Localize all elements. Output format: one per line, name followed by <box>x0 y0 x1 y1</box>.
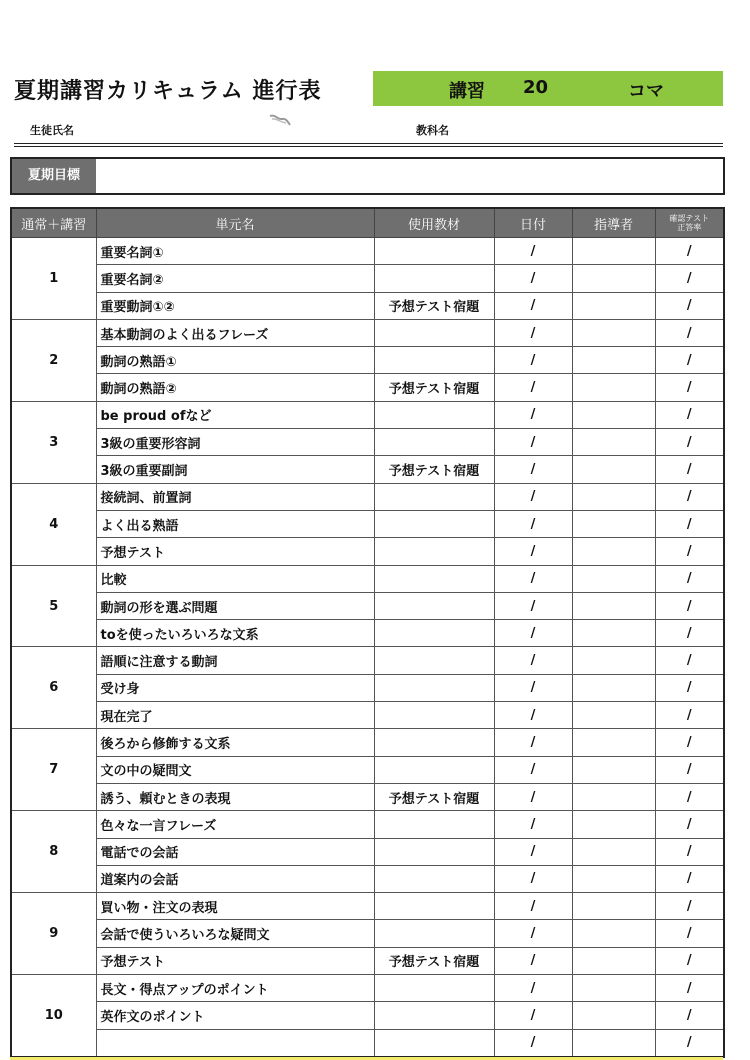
material-cell[interactable] <box>374 702 494 729</box>
pencil-mark-icon <box>268 112 292 128</box>
table-row <box>11 1029 724 1057</box>
material-cell[interactable] <box>374 565 494 592</box>
date-cell[interactable]: / <box>494 265 572 292</box>
check-rate-cell[interactable]: / <box>655 783 724 810</box>
date-cell[interactable]: / <box>494 429 572 456</box>
material-cell[interactable]: 予想テスト宿題 <box>374 783 494 810</box>
unit-name: 受け身 <box>96 674 374 701</box>
material-cell[interactable] <box>374 510 494 537</box>
col-header-check <box>655 208 724 238</box>
date-cell[interactable]: / <box>494 1029 572 1057</box>
check-rate-cell[interactable]: / <box>655 592 724 619</box>
date-cell[interactable]: / <box>494 647 572 674</box>
material-cell[interactable] <box>374 729 494 756</box>
koma-label: コマ <box>628 81 664 102</box>
date-cell[interactable]: / <box>494 292 572 319</box>
col-header-material: 使用教材 <box>374 208 494 238</box>
material-cell[interactable]: 予想テスト宿題 <box>374 947 494 974</box>
instructor-cell[interactable] <box>572 292 655 319</box>
material-cell[interactable] <box>374 811 494 838</box>
unit-name: 英作文のポイント <box>96 1002 374 1029</box>
check-rate-cell[interactable]: / <box>655 1029 724 1057</box>
date-cell[interactable]: / <box>494 756 572 783</box>
date-cell[interactable]: / <box>494 729 572 756</box>
check-rate-cell[interactable]: / <box>655 456 724 483</box>
table-row <box>11 483 724 510</box>
instructor-cell[interactable] <box>572 674 655 701</box>
table-row <box>11 811 724 838</box>
instructor-cell[interactable] <box>572 374 655 401</box>
check-rate-cell[interactable]: / <box>655 238 724 265</box>
check-rate-cell[interactable]: / <box>655 401 724 428</box>
material-cell[interactable] <box>374 756 494 783</box>
unit-name: 現在完了 <box>96 702 374 729</box>
unit-name: 後ろから修飾する文系 <box>96 729 374 756</box>
date-cell[interactable]: / <box>494 319 572 346</box>
date-cell[interactable]: / <box>494 893 572 920</box>
date-cell[interactable]: / <box>494 374 572 401</box>
check-rate-cell[interactable]: / <box>655 374 724 401</box>
instructor-cell[interactable] <box>572 510 655 537</box>
material-cell[interactable] <box>374 429 494 456</box>
koshu-label: 講習 <box>449 81 485 102</box>
unit-name: 3級の重要形容詞 <box>96 429 374 456</box>
material-cell[interactable] <box>374 319 494 346</box>
instructor-cell[interactable] <box>572 347 655 374</box>
material-cell[interactable] <box>374 238 494 265</box>
unit-name: 予想テスト <box>96 947 374 974</box>
instructor-cell[interactable] <box>572 838 655 865</box>
instructor-cell[interactable] <box>572 1002 655 1029</box>
check-rate-cell[interactable]: / <box>655 292 724 319</box>
check-rate-cell[interactable]: / <box>655 647 724 674</box>
date-cell[interactable]: / <box>494 811 572 838</box>
instructor-cell[interactable] <box>572 429 655 456</box>
table-row <box>11 647 724 674</box>
unit-name: 重要動詞①② <box>96 292 374 319</box>
check-rate-cell[interactable]: / <box>655 347 724 374</box>
material-cell[interactable] <box>374 647 494 674</box>
unit-name: 電話での会話 <box>96 838 374 865</box>
table-row <box>11 893 724 920</box>
table-row <box>11 702 724 729</box>
date-cell[interactable]: / <box>494 947 572 974</box>
instructor-cell[interactable] <box>572 975 655 1002</box>
table-row <box>11 565 724 592</box>
check-rate-cell[interactable]: / <box>655 893 724 920</box>
col-header-check-line2: 正答率 <box>677 223 702 232</box>
unit-name: 重要名詞① <box>96 238 374 265</box>
table-row <box>11 347 724 374</box>
material-cell[interactable] <box>374 620 494 647</box>
divider <box>14 143 723 144</box>
date-cell[interactable]: / <box>494 347 572 374</box>
check-rate-cell[interactable]: / <box>655 319 724 346</box>
session-number: 5 <box>11 565 96 647</box>
material-cell[interactable] <box>374 265 494 292</box>
table-row <box>11 319 724 346</box>
session-number: 9 <box>11 893 96 975</box>
col-header-unit: 単元名 <box>96 208 374 238</box>
table-row <box>11 538 724 565</box>
instructor-cell[interactable] <box>572 811 655 838</box>
check-rate-cell[interactable]: / <box>655 483 724 510</box>
instructor-cell[interactable] <box>572 783 655 810</box>
session-number: 6 <box>11 647 96 729</box>
table-row <box>11 865 724 892</box>
check-rate-cell[interactable]: / <box>655 674 724 701</box>
table-row <box>11 947 724 974</box>
check-rate-cell[interactable]: / <box>655 510 724 537</box>
table-row <box>11 674 724 701</box>
check-rate-cell[interactable]: / <box>655 756 724 783</box>
unit-name: 予想テスト <box>96 538 374 565</box>
instructor-cell[interactable] <box>572 865 655 892</box>
check-rate-cell[interactable]: / <box>655 838 724 865</box>
material-cell[interactable]: 予想テスト宿題 <box>374 456 494 483</box>
table-row <box>11 729 724 756</box>
instructor-cell[interactable] <box>572 401 655 428</box>
material-cell[interactable] <box>374 347 494 374</box>
table-row <box>11 401 724 428</box>
material-cell[interactable] <box>374 865 494 892</box>
instructor-cell[interactable] <box>572 565 655 592</box>
summer-goal-label: 夏期目標 <box>12 159 96 193</box>
instructor-cell[interactable] <box>572 893 655 920</box>
unit-name <box>96 1029 374 1057</box>
date-cell[interactable]: / <box>494 702 572 729</box>
date-cell[interactable]: / <box>494 838 572 865</box>
unit-name: toを使ったいろいろな文系 <box>96 620 374 647</box>
check-rate-cell[interactable]: / <box>655 538 724 565</box>
instructor-cell[interactable] <box>572 729 655 756</box>
table-row <box>11 456 724 483</box>
unit-name: 動詞の熟語① <box>96 347 374 374</box>
date-cell[interactable]: / <box>494 1002 572 1029</box>
instructor-cell[interactable] <box>572 456 655 483</box>
unit-name: 比較 <box>96 565 374 592</box>
session-number: 2 <box>11 319 96 401</box>
material-cell[interactable] <box>374 1029 494 1057</box>
unit-name: 買い物・注文の表現 <box>96 893 374 920</box>
table-row <box>11 975 724 1002</box>
material-cell[interactable] <box>374 838 494 865</box>
material-cell[interactable]: 予想テスト宿題 <box>374 292 494 319</box>
date-cell[interactable]: / <box>494 565 572 592</box>
material-cell[interactable] <box>374 893 494 920</box>
unit-name: 語順に注意する動詞 <box>96 647 374 674</box>
date-cell[interactable]: / <box>494 483 572 510</box>
instructor-cell[interactable] <box>572 1029 655 1057</box>
check-rate-cell[interactable]: / <box>655 865 724 892</box>
instructor-cell[interactable] <box>572 592 655 619</box>
check-rate-cell[interactable]: / <box>655 811 724 838</box>
unit-name: 接続詞、前置詞 <box>96 483 374 510</box>
col-header-date: 日付 <box>494 208 572 238</box>
material-cell[interactable] <box>374 401 494 428</box>
table-row <box>11 265 724 292</box>
material-cell[interactable] <box>374 975 494 1002</box>
check-rate-cell[interactable]: / <box>655 729 724 756</box>
curriculum-table <box>10 207 725 1058</box>
check-rate-cell[interactable]: / <box>655 702 724 729</box>
unit-name: 誘う、頼むときの表現 <box>96 783 374 810</box>
instructor-cell[interactable] <box>572 483 655 510</box>
unit-name: よく出る熟語 <box>96 510 374 537</box>
table-row <box>11 920 724 947</box>
instructor-cell[interactable] <box>572 620 655 647</box>
table-row <box>11 238 724 265</box>
instructor-cell[interactable] <box>572 319 655 346</box>
table-header-row <box>11 208 724 238</box>
instructor-cell[interactable] <box>572 920 655 947</box>
table-row <box>11 429 724 456</box>
material-cell[interactable] <box>374 920 494 947</box>
col-header-instructor: 指導者 <box>572 208 655 238</box>
summer-goal-field[interactable] <box>98 159 723 193</box>
check-rate-cell[interactable]: / <box>655 1002 724 1029</box>
instructor-cell[interactable] <box>572 647 655 674</box>
date-cell[interactable]: / <box>494 674 572 701</box>
session-number: 10 <box>11 975 96 1057</box>
instructor-cell[interactable] <box>572 538 655 565</box>
material-cell[interactable] <box>374 674 494 701</box>
unit-name: 道案内の会話 <box>96 865 374 892</box>
unit-name: 重要名詞② <box>96 265 374 292</box>
material-cell[interactable] <box>374 538 494 565</box>
date-cell[interactable]: / <box>494 510 572 537</box>
session-number: 8 <box>11 811 96 893</box>
table-row <box>11 783 724 810</box>
date-cell[interactable]: / <box>494 538 572 565</box>
koshu-count-box <box>373 71 723 106</box>
koshu-count: 20 <box>523 77 549 98</box>
table-row <box>11 510 724 537</box>
table-row <box>11 1002 724 1029</box>
session-number: 7 <box>11 729 96 811</box>
table-row <box>11 620 724 647</box>
unit-name: 文の中の疑問文 <box>96 756 374 783</box>
divider <box>14 146 723 147</box>
table-row <box>11 756 724 783</box>
instructor-cell[interactable] <box>572 702 655 729</box>
unit-name: 3級の重要副詞 <box>96 456 374 483</box>
unit-name: 動詞の熟語② <box>96 374 374 401</box>
unit-name: 長文・得点アップのポイント <box>96 975 374 1002</box>
col-header-check-line1: 確認テスト <box>669 214 710 223</box>
date-cell[interactable]: / <box>494 865 572 892</box>
check-rate-cell[interactable]: / <box>655 975 724 1002</box>
date-cell[interactable]: / <box>494 783 572 810</box>
unit-name: 基本動詞のよく出るフレーズ <box>96 319 374 346</box>
material-cell[interactable] <box>374 592 494 619</box>
instructor-cell[interactable] <box>572 756 655 783</box>
session-number: 1 <box>11 238 96 320</box>
instructor-cell[interactable] <box>572 238 655 265</box>
table-row <box>11 838 724 865</box>
unit-name: 色々な一言フレーズ <box>96 811 374 838</box>
check-rate-cell[interactable]: / <box>655 265 724 292</box>
date-cell[interactable]: / <box>494 975 572 1002</box>
material-cell[interactable]: 予想テスト宿題 <box>374 374 494 401</box>
unit-name: 動詞の形を選ぶ問題 <box>96 592 374 619</box>
col-header-session: 通常＋講習 <box>11 208 96 238</box>
date-cell[interactable]: / <box>494 920 572 947</box>
instructor-cell[interactable] <box>572 265 655 292</box>
check-rate-cell[interactable]: / <box>655 429 724 456</box>
date-cell[interactable]: / <box>494 238 572 265</box>
date-cell[interactable]: / <box>494 620 572 647</box>
check-rate-cell[interactable]: / <box>655 620 724 647</box>
session-number: 4 <box>11 483 96 565</box>
check-rate-cell[interactable]: / <box>655 947 724 974</box>
material-cell[interactable] <box>374 1002 494 1029</box>
session-number: 3 <box>11 401 96 483</box>
summer-goal-box <box>10 157 725 195</box>
table-row <box>11 292 724 319</box>
table-row <box>11 374 724 401</box>
page-title: 夏期講習カリキュラム 進行表 <box>14 79 322 104</box>
date-cell[interactable]: / <box>494 456 572 483</box>
date-cell[interactable]: / <box>494 401 572 428</box>
check-rate-cell[interactable]: / <box>655 920 724 947</box>
subject-label: 教科名 <box>416 124 449 137</box>
table-row <box>11 592 724 619</box>
unit-name: be proud ofなど <box>96 401 374 428</box>
student-name-label: 生徒氏名 <box>30 124 74 137</box>
unit-name: 会話で使ういろいろな疑問文 <box>96 920 374 947</box>
date-cell[interactable]: / <box>494 592 572 619</box>
material-cell[interactable] <box>374 483 494 510</box>
check-rate-cell[interactable]: / <box>655 565 724 592</box>
instructor-cell[interactable] <box>572 947 655 974</box>
